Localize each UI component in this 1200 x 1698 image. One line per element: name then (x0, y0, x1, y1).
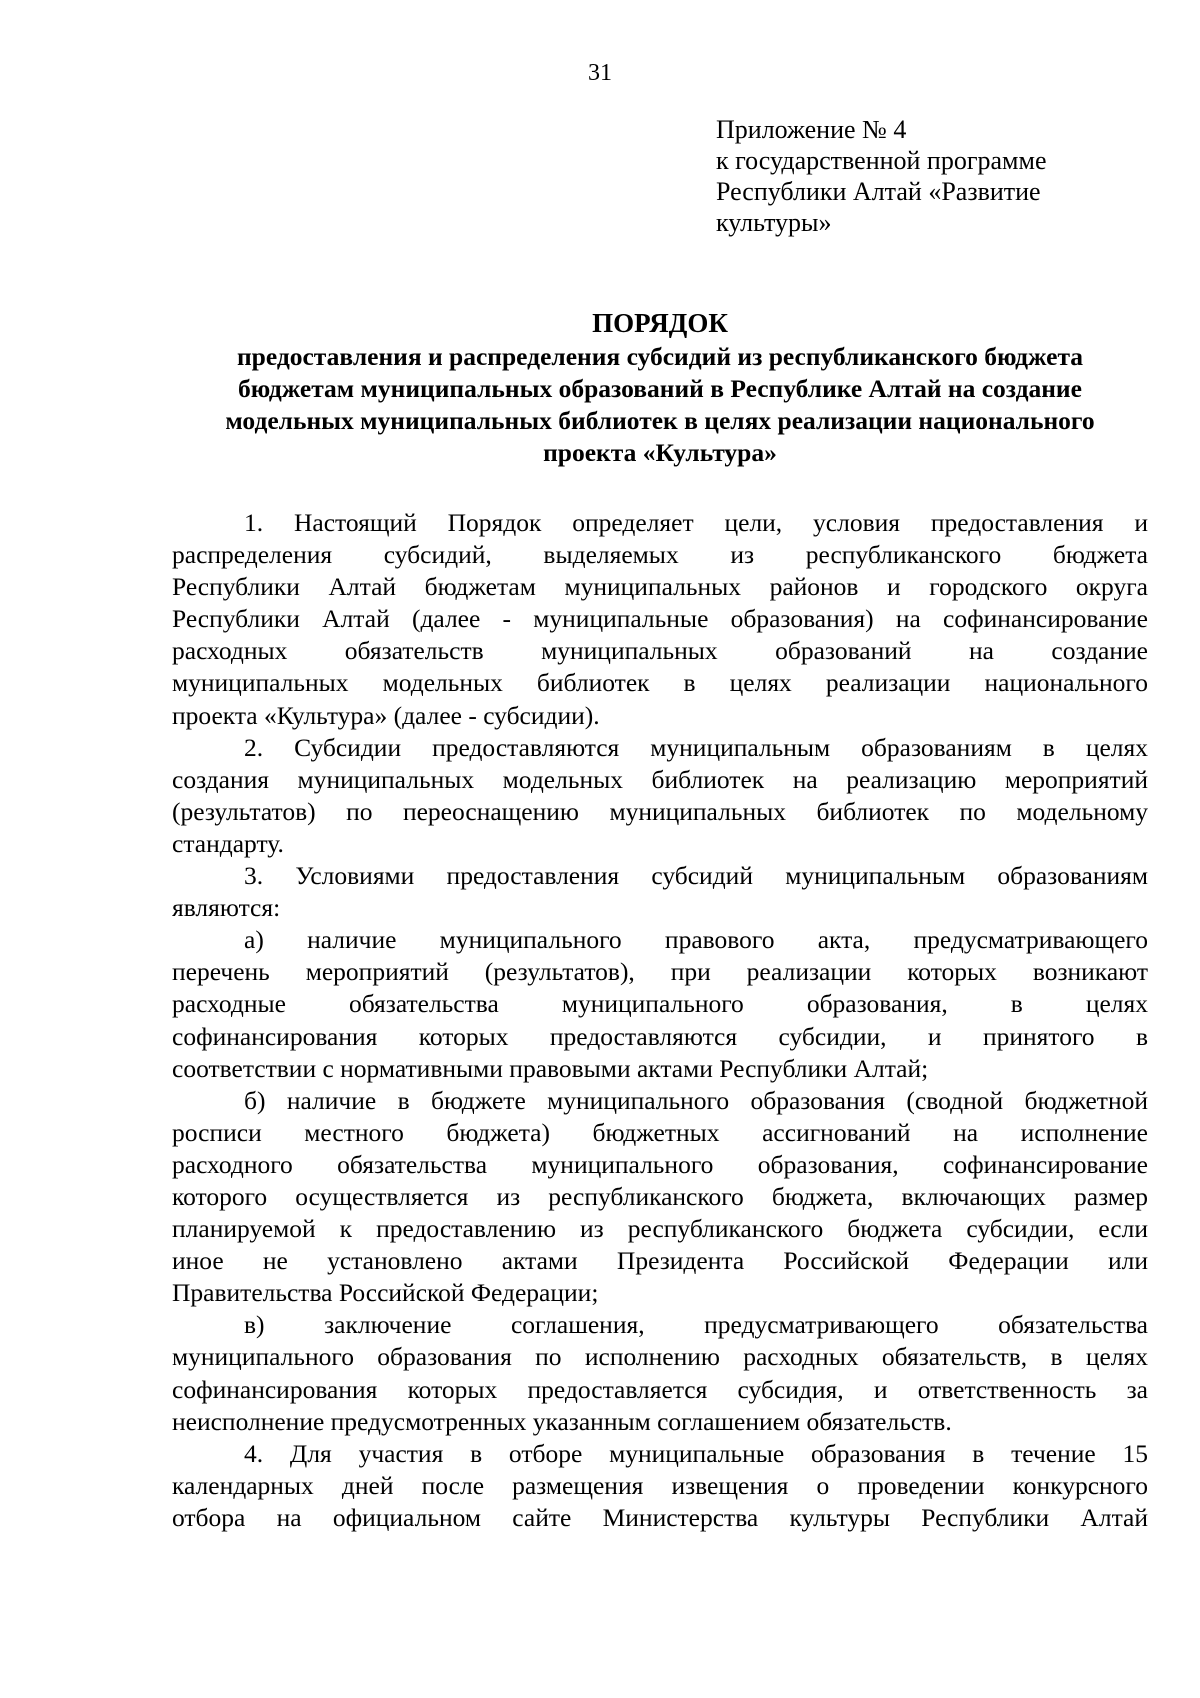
document-title: ПОРЯДОК (592, 308, 728, 338)
paragraph-line: 4. Для участия в отборе муниципальные образования в течение 15 (244, 1438, 1148, 1468)
paragraph-line: календарных дней после размещения извещения о проведении конкурсного (172, 1470, 1148, 1500)
subtitle-line: бюджетам муниципальных образований в Республике Алтай на создание (238, 374, 1082, 403)
paragraph-line: проекта «Культура» (далее - субсидии). (172, 700, 600, 730)
paragraph-line: (результатов) по переоснащению муниципальных библиотек по модельному (172, 796, 1148, 826)
paragraph-line: расходные обязательства муниципального образования, в целях (172, 989, 1148, 1019)
paragraph-line: б) наличие в бюджете муниципального образования (сводной бюджетной (244, 1085, 1148, 1115)
paragraph-line: расходных обязательств муниципальных образований на создание (172, 636, 1148, 666)
paragraph-line: распределения субсидий, выделяемых из республиканского бюджета (172, 540, 1148, 570)
appendix-line: к государственной программе (716, 146, 1047, 175)
paragraph-line: муниципального образования по исполнению расходных обязательств, в целях (172, 1342, 1148, 1372)
paragraph-line: иное не установлено актами Президента Российской Федерации или (172, 1246, 1148, 1276)
paragraph-line: которого осуществляется из республиканского бюджета, включающих размер (172, 1181, 1148, 1211)
paragraph-line: муниципальных модельных библиотек в целях реализации национального (172, 668, 1148, 698)
paragraph-line: расходного обязательства муниципального образования, софинансирование (172, 1149, 1148, 1179)
paragraph (172, 1309, 1148, 1437)
paragraph-line: отбора на официальном сайте Министерства культуры Республики Алтай (172, 1502, 1148, 1532)
paragraph-line: Республики Алтай бюджетам муниципальных районов и городского округа (172, 572, 1148, 602)
paragraph (172, 860, 1148, 924)
paragraph-line: являются: (172, 893, 281, 923)
paragraph-line: Правительства Российской Федерации; (172, 1278, 599, 1308)
page-number: 31 (588, 60, 612, 86)
appendix-line: Республики Алтай «Развитие (716, 177, 1041, 206)
appendix-line: Приложение № 4 (716, 115, 907, 144)
paragraph-line: 1. Настоящий Порядок определяет цели, условия предоставления и (244, 508, 1148, 537)
paragraph-line: софинансирования которых предоставляется субсидия, и ответственность за (172, 1374, 1148, 1404)
subtitle-line: проекта «Культура» (543, 438, 777, 467)
paragraph-line: а) наличие муниципального правового акта, предусматривающего (244, 925, 1148, 955)
paragraph-line: в) заключение соглашения, предусматривающего обязательства (244, 1310, 1148, 1340)
appendix-header (716, 114, 1136, 238)
paragraph-line: 2. Субсидии предоставляются муниципальным образованиям в целях (244, 732, 1148, 762)
paragraph (172, 507, 1148, 732)
paragraph-line: 3. Условиями предоставления субсидий муниципальным образованиям (244, 861, 1148, 891)
document-subtitle (168, 341, 1152, 469)
paragraph-line: стандарту. (172, 828, 284, 858)
paragraph-line: Республики Алтай (далее - муниципальные образования) на софинансирование (172, 604, 1148, 634)
paragraph-line: создания муниципальных модельных библиотек на реализацию мероприятий (172, 764, 1148, 794)
document-heading (168, 306, 1152, 469)
paragraph-line: планируемой к предоставлению из республиканского бюджета субсидии, если (172, 1214, 1148, 1244)
subtitle-line: предоставления и распределения субсидий из республиканского бюджета (236, 342, 1084, 371)
paragraph-line: росписи местного бюджета) бюджетных ассигнований на исполнение (172, 1117, 1148, 1147)
paragraph-line: соответствии с нормативными правовыми актами Республики Алтай; (172, 1053, 929, 1083)
paragraph (172, 1085, 1148, 1310)
document-body (172, 507, 1148, 1534)
paragraph-line: неисполнение предусмотренных указанным соглашением обязательств. (172, 1406, 952, 1436)
paragraph-line: софинансирования которых предоставляются субсидии, и принятого в (172, 1021, 1148, 1051)
paragraph (172, 924, 1148, 1084)
paragraph-line: перечень мероприятий (результатов), при реализации которых возникают (172, 957, 1148, 987)
subtitle-line: модельных муниципальных библиотек в целях реализации национального (225, 406, 1095, 435)
paragraph (172, 1438, 1148, 1534)
appendix-line: культуры» (716, 208, 832, 237)
paragraph (172, 732, 1148, 860)
